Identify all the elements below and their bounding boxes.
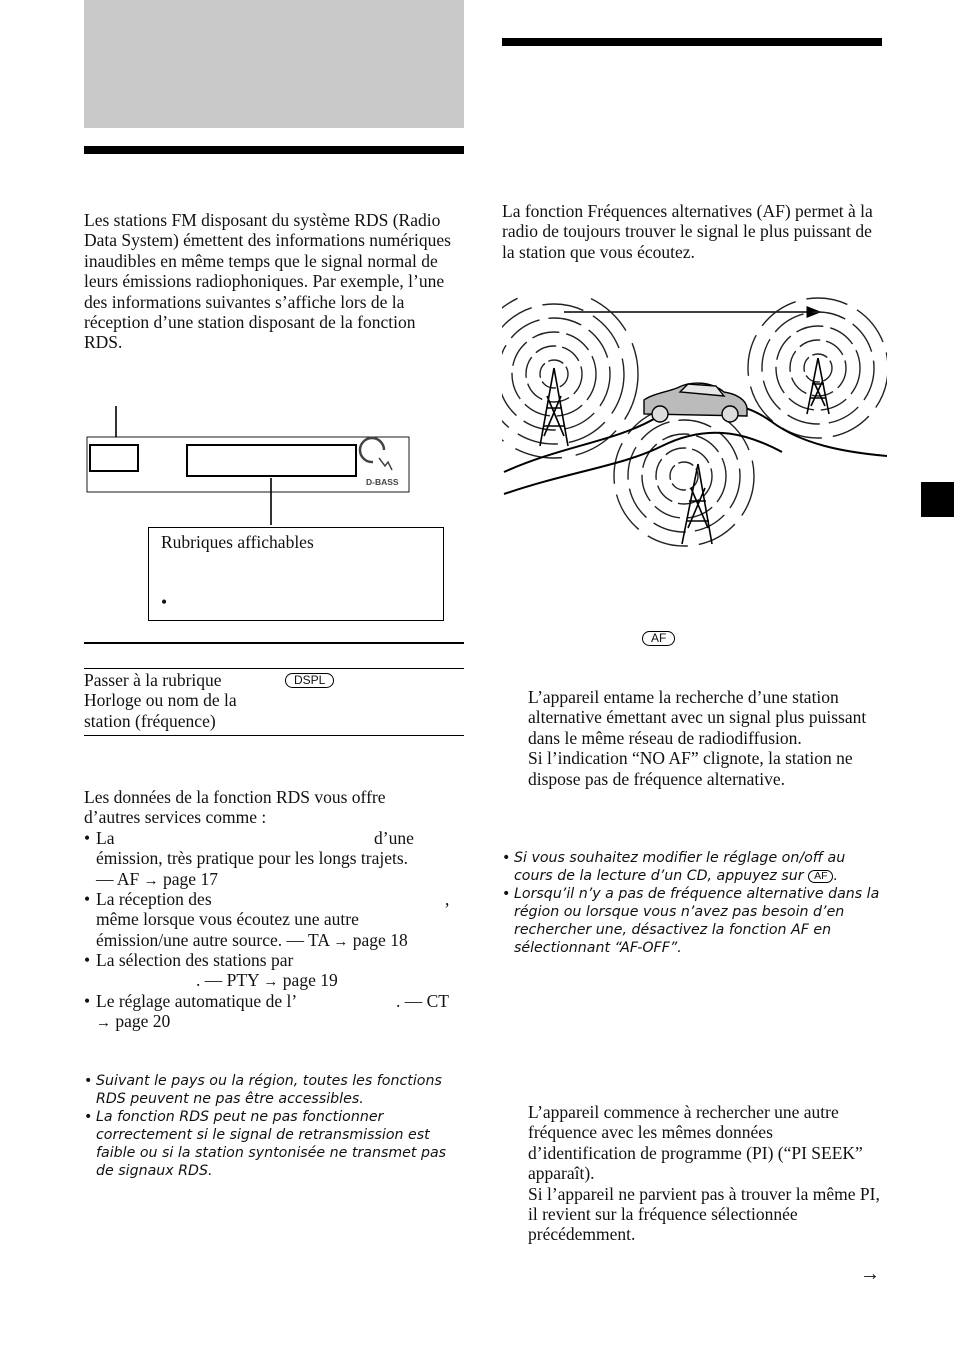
arrow-right-icon: →: [96, 1015, 111, 1032]
car-icon: [644, 383, 747, 422]
services-list: [84, 828, 464, 1032]
continued-arrow-icon: →: [860, 1263, 880, 1285]
dspl-button[interactable]: [285, 671, 334, 689]
page-ref-20: page 20: [111, 1011, 171, 1032]
table-top-rule: [84, 642, 464, 644]
step-af-search-text: L’appareil entame la recherche d’une station alternative émettant avec un signal plus puissant dans le même réseau de radiodiffusion.: [528, 687, 867, 748]
left-notes: [84, 1072, 462, 1180]
left-note-item: • La fonction RDS peut ne pas fonctionner correctement si le signal de retransmission est faible ou si la station syntonisée ne transmet pas de signaux RDS.: [84, 1108, 462, 1180]
table-bottom-rule: [84, 735, 464, 736]
rubriques-box: [148, 527, 444, 621]
af-illustration: [502, 296, 887, 551]
radio-waves-bottom: [614, 406, 754, 546]
af-inline-button[interactable]: AF: [808, 870, 833, 883]
step-af-noaf-text: Si l’indication “NO AF” clignote, la station ne dispose pas de fréquence alternative.: [528, 748, 853, 789]
service-item-ta: • La réception des , même lorsque vous écoutez une autre émission/une autre source. — TA → page 18: [84, 889, 450, 950]
radio-tower-left-icon: [540, 368, 568, 446]
page-ref-19: page 19: [278, 970, 338, 991]
page-ref-18: page 18: [348, 929, 408, 950]
radio-waves-right: [748, 298, 887, 438]
dspl-button-label: DSPL: [285, 673, 334, 688]
step-pi-return-text: Si l’appareil ne parvient pas à trouver la même PI, il revient sur la fréquence sélectionnée précédemment.: [528, 1183, 880, 1245]
step-pi-seek-text: L’appareil commence à rechercher une autre fréquence avec les mêmes données d’identification de programme (PI) (“PI SEEK” apparaît).: [528, 1102, 863, 1184]
page-ref-17: page 17: [158, 868, 218, 889]
table-header-rule: [84, 668, 464, 669]
right-title-rule: [502, 38, 882, 46]
right-notes: [502, 849, 880, 957]
rubriques-title: Rubriques affichables: [161, 532, 314, 552]
left-title-rule: [84, 146, 464, 154]
service-item-ct: • Le réglage automatique de l’ . — CT → page 20: [84, 991, 449, 1032]
right-note-item: • Lorsqu’il n’y a pas de fréquence alternative dans la région ou lorsque vous n’avez pas besoin d’en rechercher une, désactivez la fonction AF en sélectionnant “AF-OFF”.: [502, 885, 880, 957]
services-intro: Les données de la fonction RDS vous offre d’autres services comme :: [84, 787, 386, 828]
service-item-pty: • La sélection des stations par . — PTY → page 19: [84, 950, 338, 991]
step-af-search: [528, 687, 882, 789]
table-cell-rubrique: Passer à la rubrique Horloge ou nom de la station (fréquence): [84, 670, 237, 731]
af-button-label: AF: [642, 631, 675, 646]
arrow-right-icon: →: [143, 872, 159, 889]
af-button[interactable]: [642, 629, 675, 647]
arrow-right-icon: →: [263, 974, 279, 991]
rubriques-bullet: •: [161, 592, 168, 612]
left-intro-text: Les stations FM disposant du système RDS (Radio Data System) émettent des informations numériques inaudibles en même temps que le signal normal de leurs émissions radiophoniques. Par exemple, l’une des informations suivantes s’affiche lors de la réception d’une station disposant de la fonction RDS.: [84, 210, 451, 353]
service-item-af: • La d’une émission, très pratique pour les longs trajets. — AF → page 17: [84, 828, 414, 889]
section-thumb-tab: [921, 482, 954, 517]
header-gray-block: [84, 0, 464, 128]
right-intro-text: La fonction Fréquences alternatives (AF) permet à la radio de toujours trouver le signal le plus puissant de la station que vous écoutez.: [502, 201, 873, 262]
arrow-right-icon: →: [333, 933, 349, 950]
left-note-item: • Suivant le pays ou la région, toutes les fonctions RDS peuvent ne pas être accessibles.: [84, 1072, 462, 1108]
radio-tower-right-icon: [807, 358, 829, 414]
dbass-logo-text: D-BASS: [366, 477, 399, 487]
right-note-item: • Si vous souhaitez modifier le réglage on/off au cours de la lecture d’un CD, appuyez sur AF .: [502, 849, 880, 885]
step-pi-seek: [528, 1102, 882, 1245]
